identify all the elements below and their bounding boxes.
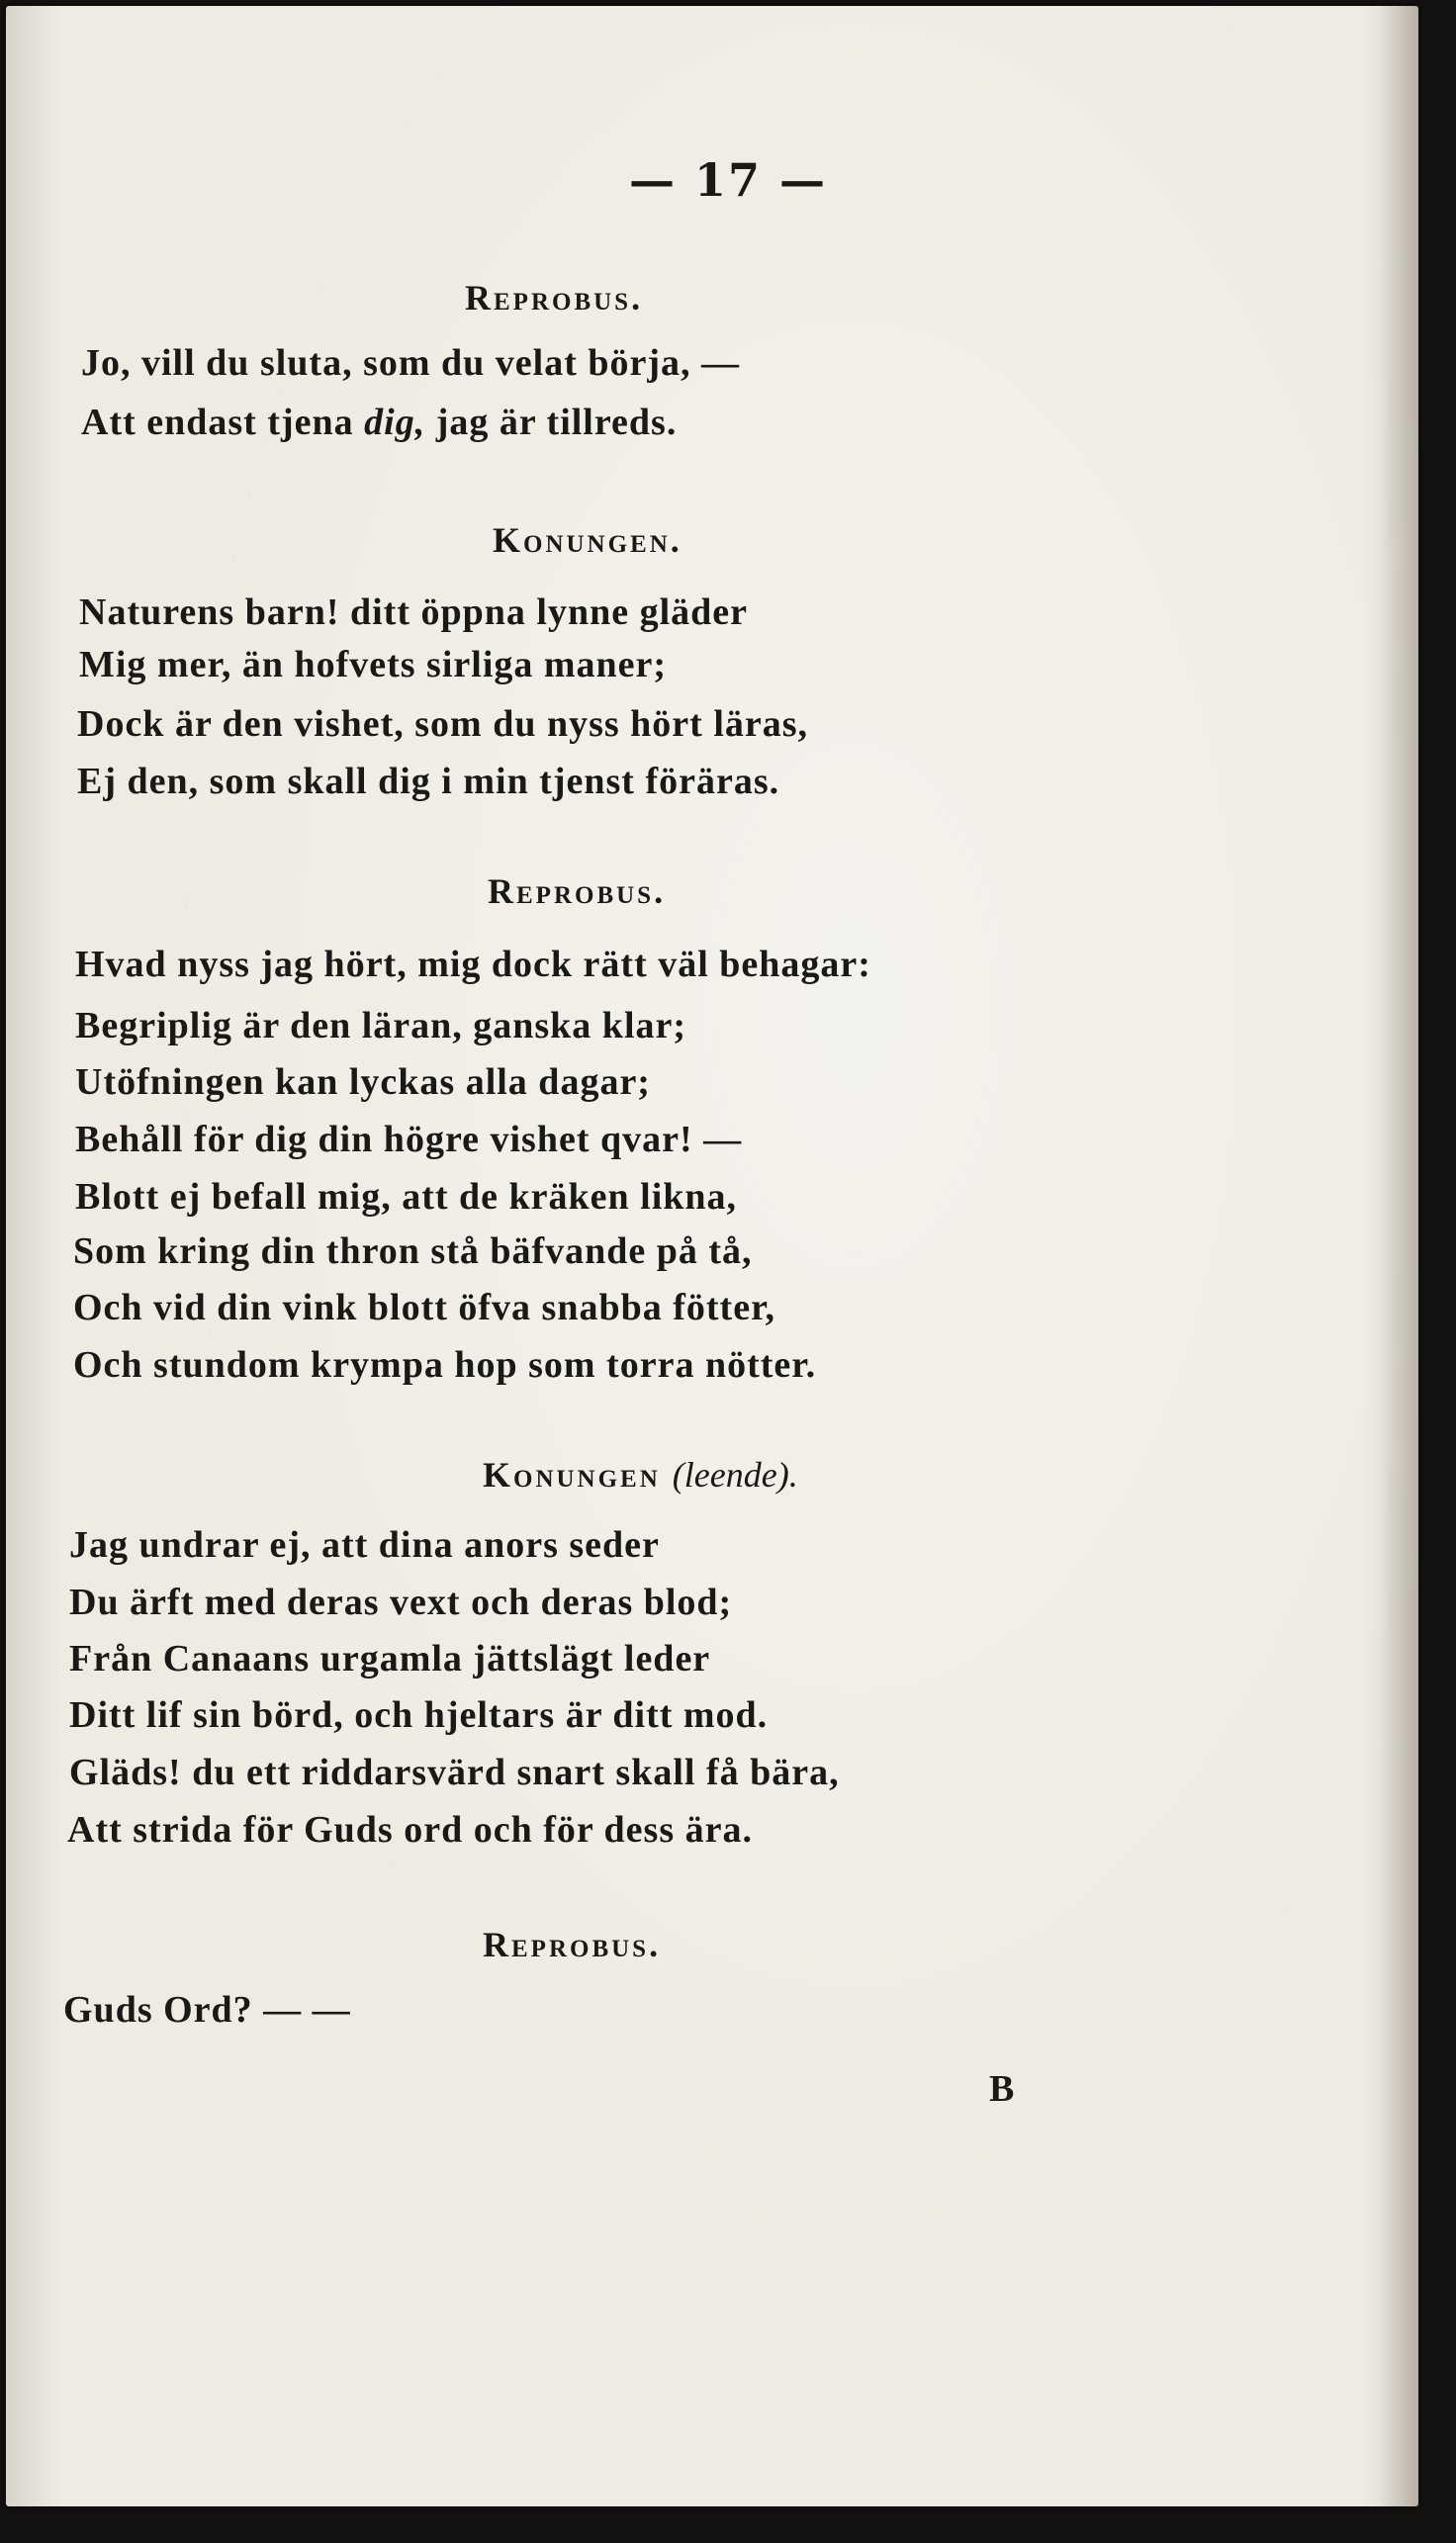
page-header: — 17 — (628, 153, 828, 207)
verse-line: Begriplig är den läran, ganska klar; (75, 1005, 687, 1046)
verse-line: Guds Ord? — — (63, 1989, 351, 2031)
verse-line: Och vid din vink blott öfva snabba fötter, (73, 1287, 775, 1328)
verse-line: Gläds! du ett riddarsvärd snart skall få bära, (69, 1752, 840, 1793)
speaker-label (483, 1454, 798, 1496)
speaker-label: Konungen. (493, 520, 682, 560)
verse-line: Ditt lif sin börd, och hjeltars är ditt mod. (69, 1694, 769, 1736)
verse-line: Mig mer, än hofvets sirliga maner; (79, 644, 668, 685)
verse-line: Ej den, som skall dig i min tjenst föräras. (77, 761, 780, 802)
verse-line: Som kring din thron stå bäfvande på tå, (73, 1230, 753, 1272)
verse-line: Dock är den vishet, som du nyss hört läras, (77, 703, 809, 745)
speaker-label: Reprobus. (488, 871, 667, 911)
speaker-name: Konungen (483, 1455, 661, 1495)
verse-line: Att strida för Guds ord och för dess ära. (67, 1809, 753, 1851)
stage-direction: (leende). (672, 1455, 798, 1495)
speaker-label: Reprobus. (483, 1925, 662, 1964)
speaker-label: Reprobus. (465, 278, 644, 318)
verse-line: Behåll för dig din högre vishet qvar! — (75, 1119, 743, 1160)
verse-line: Blott ej befall mig, att de kräken likna, (75, 1176, 738, 1218)
verse-line: Hvad nyss jag hört, mig dock rätt väl behagar: (75, 944, 871, 985)
signature-mark: B (989, 2068, 1015, 2110)
verse-line: Utöfningen kan lyckas alla dagar; (75, 1061, 651, 1103)
verse-line: Jag undrar ej, att dina anors seder (69, 1524, 660, 1566)
verse-line: Och stundom krympa hop som torra nötter. (73, 1344, 817, 1386)
verse-line: Från Canaans urgamla jättslägt leder (69, 1638, 711, 1680)
verse-line: Naturens barn! ditt öppna lynne gläder (79, 591, 749, 633)
verse-line: Du ärft med deras vext och deras blod; (69, 1582, 733, 1623)
page-edge-shadow (1379, 6, 1418, 2506)
verse-line: Att endast tjena dig, jag är tillreds. (81, 402, 678, 443)
emphasis: dig, (364, 402, 426, 443)
verse-line: Jo, vill du sluta, som du velat börja, — (81, 342, 741, 384)
